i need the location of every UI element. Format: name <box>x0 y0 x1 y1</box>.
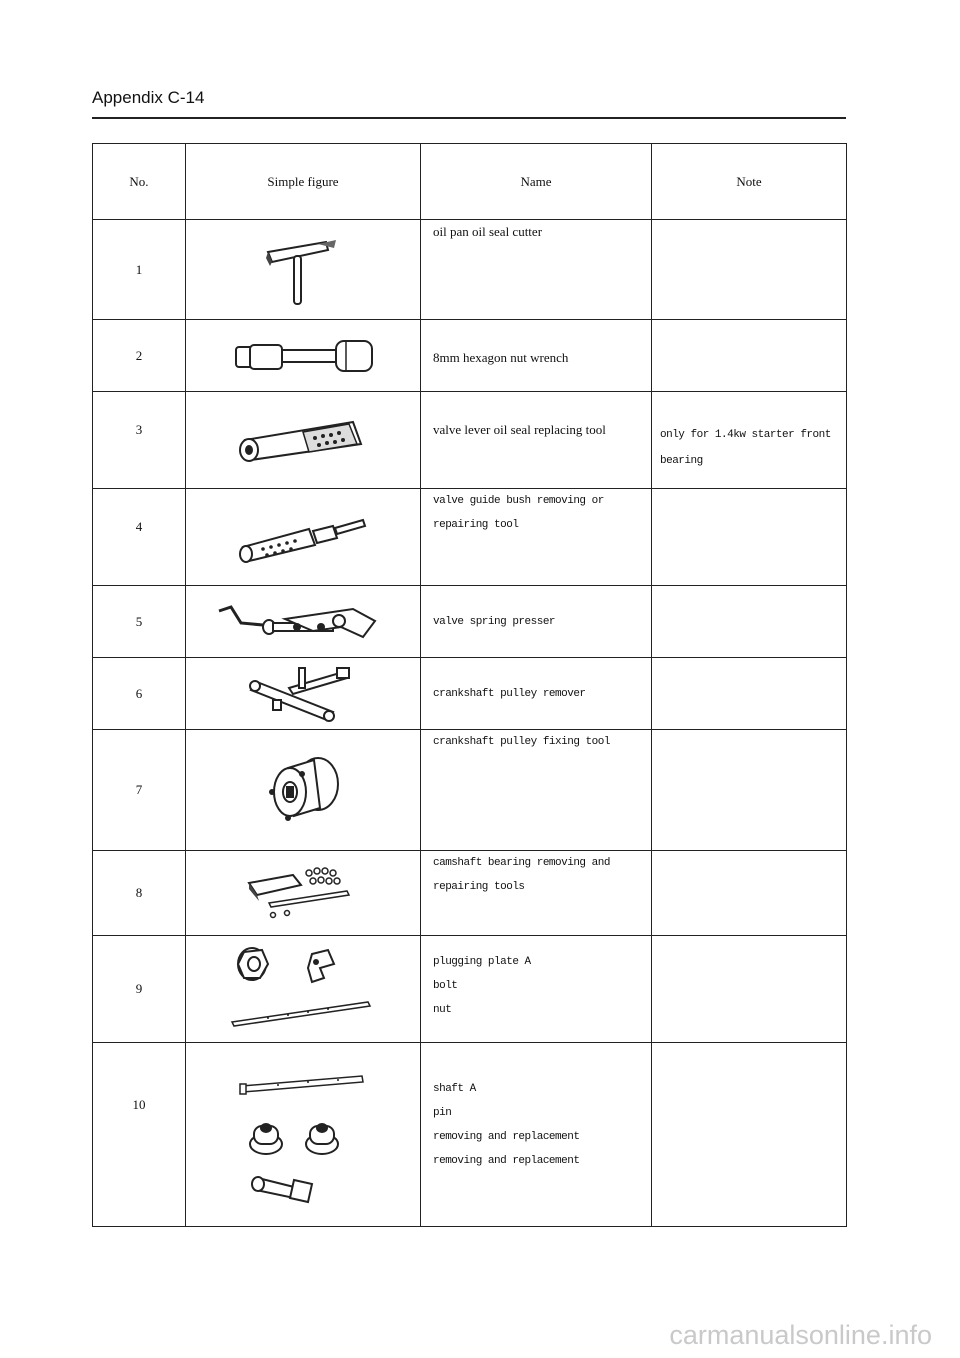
tool-name: nut <box>433 1004 452 1016</box>
tool-name: valve guide bush removing or <box>433 495 604 507</box>
camshaft-bearing-tools-icon <box>243 863 363 923</box>
tool-name: valve lever oil seal replacing tool <box>433 422 606 437</box>
pulley-remover-icon <box>243 662 363 726</box>
note-cell <box>652 658 847 730</box>
row-number: 6 <box>93 658 186 730</box>
table-header-row <box>93 144 847 220</box>
figure-cell <box>186 586 421 658</box>
table-row <box>93 392 847 489</box>
row-number: 10 <box>93 1043 186 1227</box>
table-row <box>93 658 847 730</box>
row-number: 3 <box>93 392 186 489</box>
plugging-plate-bolt-nut-icon <box>228 944 378 1034</box>
tool-name: oil pan oil seal cutter <box>433 224 543 239</box>
row-number: 8 <box>93 851 186 936</box>
col-header-no: No. <box>93 144 186 220</box>
page-title: Appendix C-14 <box>92 88 205 107</box>
tool-name-cell <box>421 658 652 730</box>
tool-name: 8mm hexagon nut wrench <box>433 350 569 365</box>
row-number: 9 <box>93 936 186 1043</box>
col-header-name: Name <box>421 144 652 220</box>
table-row <box>93 851 847 936</box>
tool-name-cell <box>421 586 652 658</box>
valve-spring-presser-icon <box>213 597 393 647</box>
tool-name-cell <box>421 392 652 489</box>
tool-name-cell <box>421 936 652 1043</box>
table-row <box>93 936 847 1043</box>
tool-name: repairing tools <box>433 881 525 893</box>
pulley-fixing-tool-icon <box>258 750 348 830</box>
note-cell <box>652 489 847 586</box>
table-row <box>93 1043 847 1227</box>
tool-name-cell <box>421 730 652 851</box>
note-cell <box>652 936 847 1043</box>
col-header-note: Note <box>652 144 847 220</box>
table-row <box>93 730 847 851</box>
shaft-pin-set-icon <box>238 1060 368 1210</box>
col-header-figure: Simple figure <box>186 144 421 220</box>
tool-name-cell <box>421 489 652 586</box>
tool-name: shaft A <box>433 1083 476 1095</box>
tool-name: pin <box>433 1107 452 1119</box>
row-number: 4 <box>93 489 186 586</box>
row-number: 1 <box>93 220 186 320</box>
note-cell <box>652 392 847 489</box>
figure-cell <box>186 936 421 1043</box>
tool-name: crankshaft pulley remover <box>433 688 586 700</box>
tool-name-cell <box>421 320 652 392</box>
note-cell <box>652 320 847 392</box>
tool-name: removing and replacement <box>433 1155 580 1167</box>
figure-cell <box>186 851 421 936</box>
note-text: bearing <box>660 455 703 467</box>
figure-cell <box>186 489 421 586</box>
tool-name: plugging plate A <box>433 956 531 968</box>
row-number: 2 <box>93 320 186 392</box>
oil-seal-replacing-tool-icon <box>233 410 373 470</box>
tools-table <box>92 143 847 1227</box>
figure-cell <box>186 220 421 320</box>
table-row <box>93 220 847 320</box>
tool-name-cell <box>421 851 652 936</box>
note-cell <box>652 1043 847 1227</box>
figure-cell <box>186 392 421 489</box>
note-cell <box>652 730 847 851</box>
figure-cell <box>186 320 421 392</box>
note-cell <box>652 220 847 320</box>
note-cell <box>652 586 847 658</box>
figure-cell <box>186 1043 421 1227</box>
tool-name-cell <box>421 1043 652 1227</box>
row-number: 7 <box>93 730 186 851</box>
note-cell <box>652 851 847 936</box>
tool-name-cell <box>421 220 652 320</box>
figure-cell <box>186 658 421 730</box>
row-number: 5 <box>93 586 186 658</box>
watermark: carmanualsonline.info <box>669 1320 932 1350</box>
tool-name: repairing tool <box>433 519 519 531</box>
tool-name: camshaft bearing removing and <box>433 857 610 869</box>
tool-name: removing and replacement <box>433 1131 580 1143</box>
note-text: only for 1.4kw starter front <box>660 429 831 441</box>
valve-guide-tool-icon <box>233 507 373 567</box>
tool-name: crankshaft pulley fixing tool <box>433 736 610 748</box>
tool-name: valve spring presser <box>433 616 556 628</box>
table-row <box>93 320 847 392</box>
header-rule <box>92 117 846 119</box>
figure-cell <box>186 730 421 851</box>
tool-name: bolt <box>433 980 458 992</box>
table-row <box>93 586 847 658</box>
hex-nut-wrench-icon <box>228 331 378 381</box>
oil-seal-cutter-icon <box>258 230 348 310</box>
table-row <box>93 489 847 586</box>
